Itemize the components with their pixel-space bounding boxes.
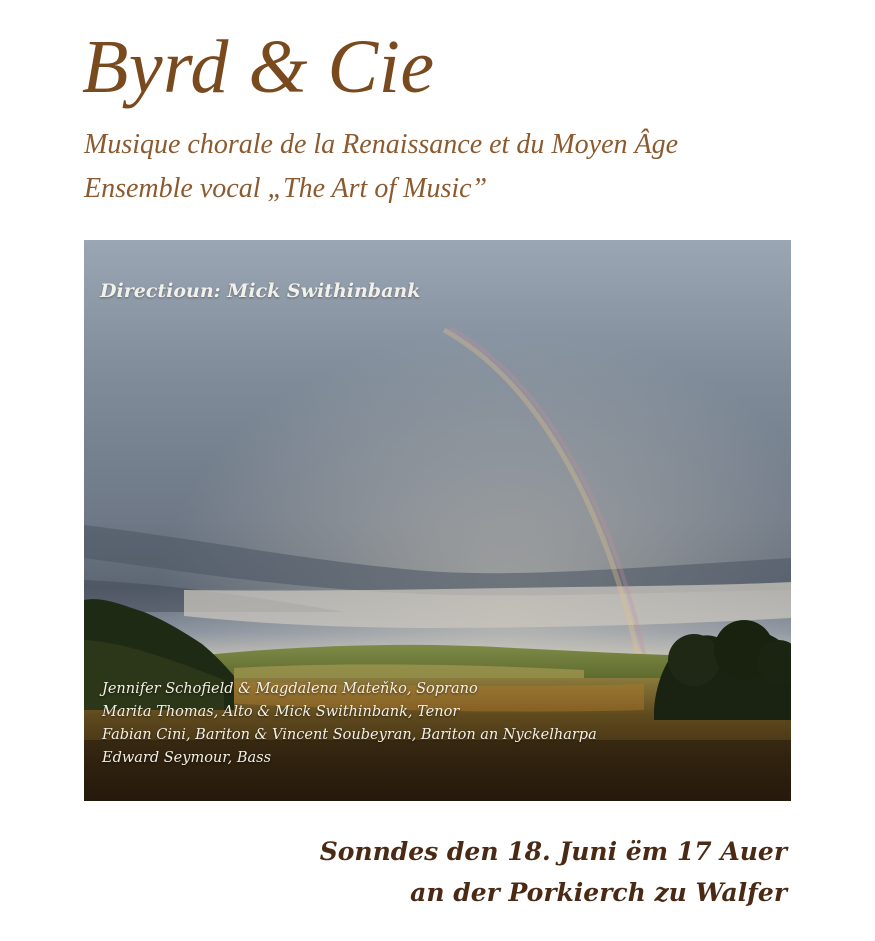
event-date: Sonndes den 18. Juni ëm 17 Auer: [319, 837, 787, 866]
subtitle-ensemble: Ensemble vocal „The Art of Music”: [84, 173, 488, 204]
performers-list: [102, 678, 597, 770]
landscape-photo: [84, 240, 791, 801]
subtitle-genre: Musique chorale de la Renaissance et du Moyen Âge: [84, 129, 679, 160]
performers-bass: Edward Seymour, Bass: [102, 750, 272, 766]
conductor-label: Directioun: Mick Swithinbank: [100, 280, 421, 302]
event-venue: an der Porkierch zu Walfer: [410, 878, 787, 907]
poster-title: Byrd & Cie: [82, 25, 435, 109]
performers-baritones: Fabian Cini, Bariton & Vincent Soubeyran, Bariton an Nyckelharpa: [102, 727, 597, 743]
performers-alto-tenor: Marita Thomas, Alto & Mick Swithinbank, Tenor: [102, 704, 460, 720]
performers-sopranos: Jennifer Schofield & Magdalena Mateňko, Soprano: [102, 681, 478, 697]
